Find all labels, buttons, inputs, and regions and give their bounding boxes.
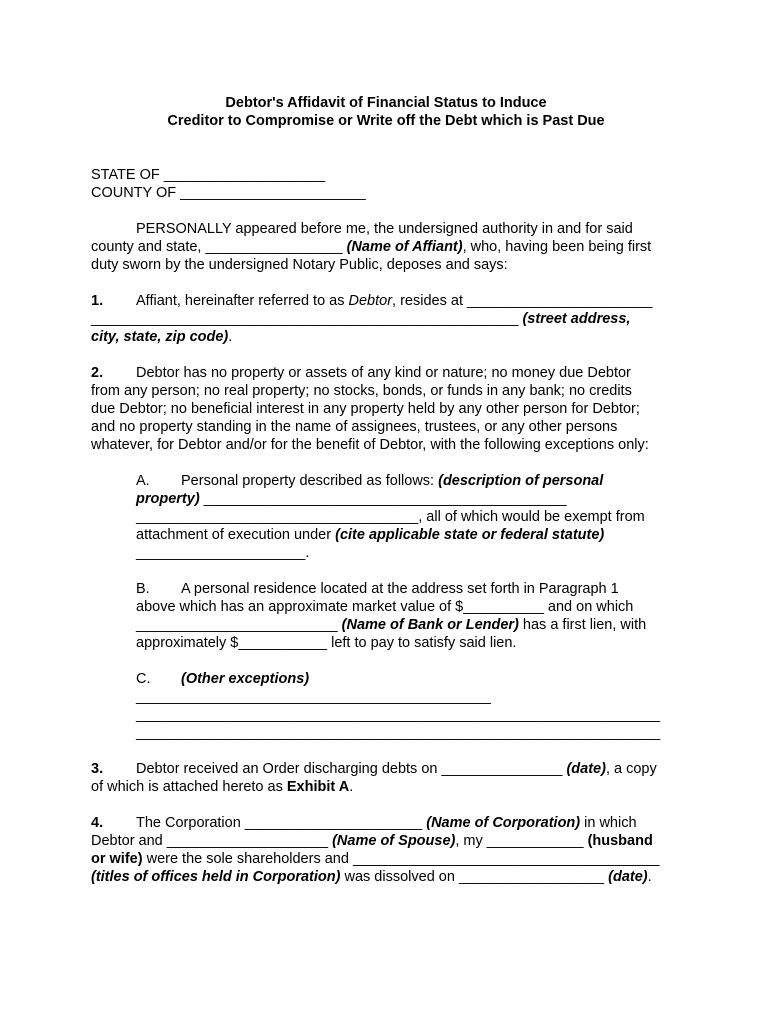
p2-line-1: 2. Debtor has no property or assets of any kind or nature; no money due Debtor — [91, 365, 631, 381]
p4-line-3: or wife) were the sole shareholders and ______________________________________ — [91, 851, 660, 867]
pb-line-2: above which has an approximate market value of $__________ and on which — [136, 599, 634, 615]
paragraph-2 — [91, 364, 681, 454]
intro-line-3: duty sworn by the undersigned Notary Public, deposes and says: — [91, 257, 508, 273]
title-line-1: Debtor's Affidavit of Financial Status to Induce — [225, 95, 547, 111]
pa-line-2: property) _____________________________________________ — [136, 491, 567, 507]
pb-line-4: approximately $___________ left to pay to satisfy said lien. — [136, 635, 517, 651]
pb-line-3: _________________________ (Name of Bank or Lender) has a first lien, with — [136, 617, 647, 633]
p4-line-1: 4. The Corporation ______________________ (Name of Corporation) in which — [91, 815, 637, 831]
paragraph-4 — [91, 814, 681, 886]
p2-line-2: from any person; no real property; no stocks, bonds, or funds in any bank; no credits — [91, 383, 632, 399]
p4-line-2: Debtor and ____________________ (Name of Spouse), my ____________ (husband — [91, 833, 653, 849]
name-of-affiant-label: (Name of Affiant) — [346, 239, 463, 255]
p3-line-1: 3. Debtor received an Order discharging debts on _______________ (date), a copy — [91, 761, 657, 777]
intro-line-2: county and state, _________________ (Name of Affiant), who, having been being first — [91, 239, 652, 255]
pc-line-3: _________________________________________________________________ — [136, 725, 661, 741]
p1-line-3: city, state, zip code). — [91, 329, 233, 345]
pb-line-1: B. A personal residence located at the address set forth in Paragraph 1 — [136, 581, 619, 597]
pa-line-5: _____________________. — [136, 545, 310, 561]
paragraph-number: 3. — [91, 761, 104, 777]
paragraph-1 — [91, 292, 681, 346]
exception-b — [136, 580, 681, 652]
paragraph-number: 1. — [91, 293, 104, 309]
p2-line-5: whatever, for Debtor and/or for the benefit of Debtor, with the following exceptions only: — [91, 437, 649, 453]
p2-line-3: due Debtor; no beneficial interest in any property held by any other person for Debtor; — [91, 401, 640, 417]
intro-paragraph — [91, 220, 681, 274]
p1-line-2: _____________________________________________________ (street address, — [91, 311, 631, 327]
title-line-2: Creditor to Compromise or Write off the Debt which is Past Due — [167, 113, 605, 129]
pa-line-3: ___________________________________, all of which would be exempt from — [136, 509, 645, 525]
document-title — [91, 94, 681, 130]
exception-letter: B. — [136, 581, 150, 597]
pc-line-1: ____________________________________________ — [136, 689, 491, 705]
document-page — [91, 94, 681, 886]
p1-line-1: 1. Affiant, hereinafter referred to as Debtor, resides at _______________________ — [91, 293, 653, 309]
exception-letter: A. — [136, 473, 150, 489]
pa-line-4: attachment of execution under (cite applicable state or federal statute) — [136, 527, 605, 543]
pc-line-2: _________________________________________________________________ — [136, 707, 661, 723]
county-line: COUNTY OF _______________________ — [91, 185, 366, 201]
exception-a — [136, 472, 681, 562]
p2-line-4: and no property standing in the name of assignees, trustees, or any other persons — [91, 419, 618, 435]
paragraph-3 — [91, 760, 681, 796]
venue-block — [91, 166, 681, 202]
exception-letter: C. — [136, 671, 151, 687]
p3-line-2: of which is attached hereto as Exhibit A. — [91, 779, 354, 795]
paragraph-number: 2. — [91, 365, 104, 381]
pc-label-line: C. (Other exceptions) — [136, 671, 310, 687]
intro-line-1: PERSONALLY appeared before me, the undersigned authority in and for said — [136, 221, 633, 237]
state-line: STATE OF ____________________ — [91, 167, 326, 183]
paragraph-number: 4. — [91, 815, 104, 831]
exception-c — [136, 670, 681, 742]
pa-line-1: A. Personal property described as follows: (description of personal — [136, 473, 604, 489]
p4-line-4: (titles of offices held in Corporation) was dissolved on __________________ (date). — [91, 869, 652, 885]
